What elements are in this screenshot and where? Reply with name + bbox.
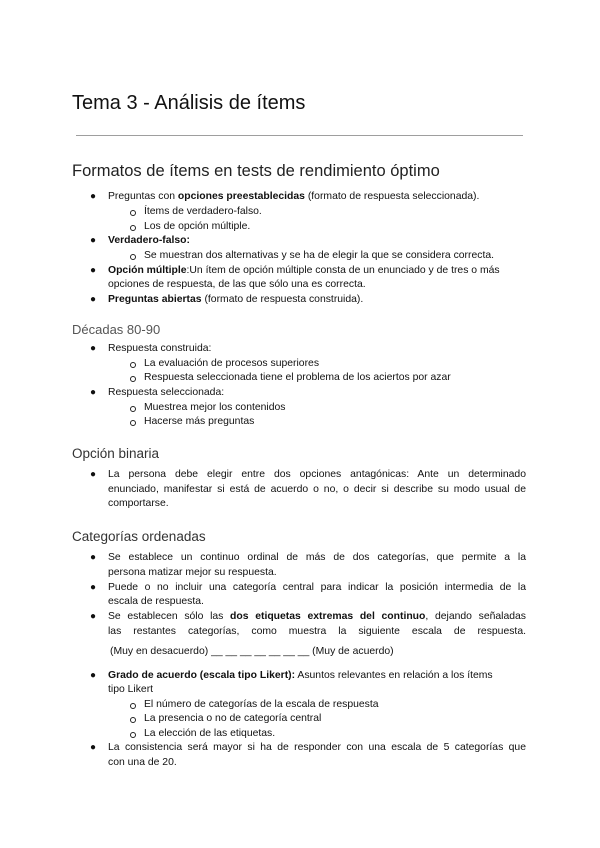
list-item-continuation: persona matizar mejor su respuesta.: [108, 567, 277, 578]
list-item: Grado de acuerdo (escala tipo Likert): Asuntos relevantes en relación a los ítems: [108, 670, 493, 681]
list-item-continuation: enunciado, manifestar si está de acuerdo o no, o decir si describe su modo usual de: [108, 484, 526, 495]
list-item: Respuesta construida:: [108, 343, 212, 354]
list-item: Respuesta seleccionada:: [108, 387, 225, 398]
bullet-icon: ●: [90, 611, 97, 622]
list-item: Hacerse más preguntas: [144, 416, 255, 427]
bullet-icon: ●: [90, 742, 97, 753]
bullet-icon: ●: [90, 670, 97, 681]
sub-bullet-icon: [130, 717, 136, 723]
list-item: Preguntas abiertas (formato de respuesta construida).: [108, 294, 364, 305]
list-item: La evaluación de procesos superiores: [144, 358, 320, 369]
list-item-continuation: con una de 20.: [108, 757, 177, 768]
list-item: El número de categorías de la escala de respuesta: [144, 699, 379, 710]
list-item: Se muestran dos alternativas y se ha de elegir la que se considera correcta.: [144, 250, 495, 261]
list-item: La presencia o no de categoría central: [144, 713, 322, 724]
sub-bullet-icon: [130, 376, 136, 382]
bullet-icon: ●: [90, 387, 97, 398]
likert-scale-example: (Muy en desacuerdo) __ __ __ __ __ __ __ (Muy de acuerdo): [110, 646, 394, 657]
sub-bullet-icon: [130, 254, 136, 260]
sub-bullet-icon: [130, 420, 136, 426]
list-item: Se establecen sólo las dos etiquetas extremas del continuo, dejando señaladas: [108, 611, 526, 622]
sub-bullet-icon: [130, 406, 136, 412]
bullet-icon: ●: [90, 235, 97, 246]
list-item: La persona debe elegir entre dos opciones antagónicas: Ante un determinado: [108, 469, 526, 480]
bullet-icon: ●: [90, 552, 97, 563]
page-title: Tema 3 - Análisis de ítems: [72, 92, 306, 114]
list-item-continuation: tipo Likert: [108, 684, 154, 695]
bullet-icon: ●: [90, 265, 97, 276]
list-item-continuation: comportarse.: [108, 498, 169, 509]
section-heading-opcion-binaria: Opción binaria: [72, 446, 160, 461]
list-item: Respuesta seleccionada tiene el problema de los aciertos por azar: [144, 372, 451, 383]
list-item-continuation: las restantes categorías, como muestra la siguiente escala de respuesta.: [108, 626, 526, 637]
section-heading-categorias: Categorías ordenadas: [72, 529, 206, 544]
list-item: Muestrea mejor los contenidos: [144, 402, 286, 413]
bullet-icon: ●: [90, 343, 97, 354]
list-item: Los de opción múltiple.: [144, 221, 251, 232]
bullet-icon: ●: [90, 294, 97, 305]
sub-bullet-icon: [130, 362, 136, 368]
sub-bullet-icon: [130, 732, 136, 738]
list-item: La consistencia será mayor si ha de responder con una escala de 5 categorías que: [108, 742, 526, 753]
bullet-icon: ●: [90, 191, 97, 202]
list-item-continuation: opciones de respuesta, de las que sólo una es correcta.: [108, 279, 366, 290]
bullet-icon: ●: [90, 582, 97, 593]
sub-bullet-icon: [130, 225, 136, 231]
sub-bullet-icon: [130, 703, 136, 709]
horizontal-divider: [76, 135, 523, 136]
list-item: Puede o no incluir una categoría central para indicar la posición intermedia de la: [108, 582, 526, 593]
list-item: Verdadero-falso:: [108, 235, 190, 246]
sub-bullet-icon: [130, 210, 136, 216]
bullet-icon: ●: [90, 469, 97, 480]
list-item: La elección de las etiquetas.: [144, 728, 276, 739]
list-item: Ítems de verdadero-falso.: [144, 206, 262, 217]
list-item: Opción múltiple:Un ítem de opción múltiple consta de un enunciado y de tres o más: [108, 265, 500, 276]
list-item: Preguntas con opciones preestablecidas (formato de respuesta seleccionada).: [108, 191, 480, 202]
list-item: Se establece un continuo ordinal de más de dos categorías, que permite a la: [108, 552, 526, 563]
section-heading-formatos: Formatos de ítems en tests de rendimiento óptimo: [72, 162, 440, 180]
section-heading-decadas: Décadas 80-90: [72, 322, 161, 337]
list-item-continuation: escala de respuesta.: [108, 596, 204, 607]
